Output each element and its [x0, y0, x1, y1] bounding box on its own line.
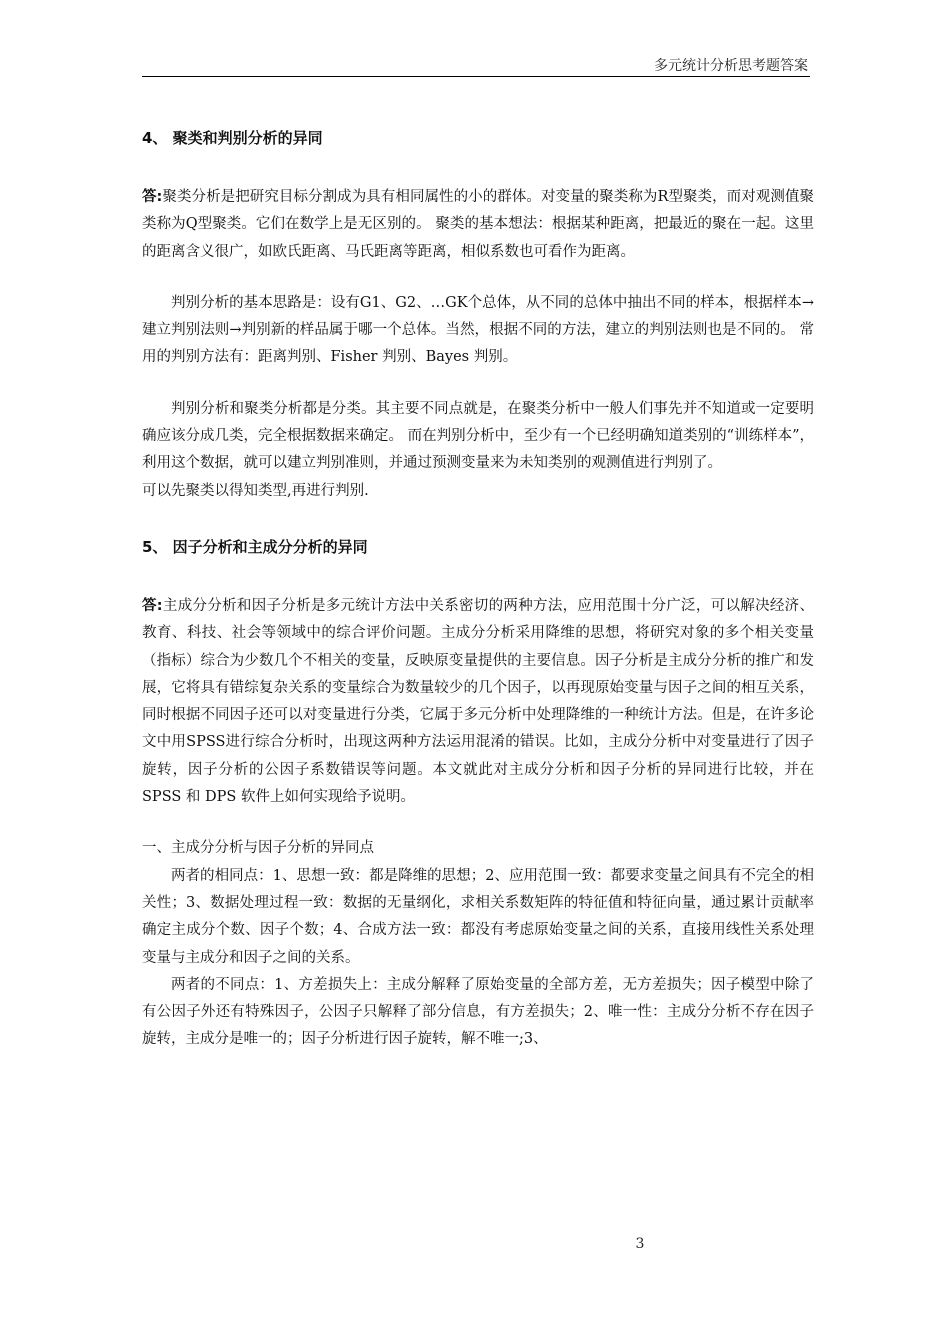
answer-label: 答:: [142, 189, 163, 205]
section-5-subheading: 一、主成分分析与因子分析的异同点: [142, 840, 374, 857]
section-4-heading: 4、 聚类和判别分析的异同: [142, 129, 323, 147]
spacer: [142, 266, 814, 290]
section-4-paragraph-1: [142, 184, 814, 266]
spacer: [142, 505, 814, 535]
section-4-paragraph-3: 判别分析和聚类分析都是分类。其主要不同点就是，在聚类分析中一般人们事先并不知道或一定要明确应该分成几类，完全根据数据来确定。 而在判别分析中，至少有一个已经明确知道类别的“训练样本”，利用这个数据，就可以建立判别准则，并通过预测变量来为未知类别的观测值进行判别了。: [142, 400, 814, 472]
header-rule: [142, 76, 810, 77]
spacer: [142, 811, 814, 835]
section-4-paragraph-2: 判别分析的基本思路是：设有G1、G2、…GK个总体，从不同的总体中抽出不同的样本，根据样本→建立判别法则→判别新的样品属于哪一个总体。当然，根据不同的方法，建立的判别法则也是不同的。 常用的判别方法有：距离判别、Fisher 判别、Bayes 判别。: [142, 294, 814, 366]
section-5-paragraph-3: 两者的不同点：1、方差损失上：主成分解释了原始变量的全部方差，无方差损失；因子模型中除了有公因子外还有特殊因子，公因子只解释了部分信息，有方差损失；2、唯一性：主成分分析不存在因子旋转，主成分是唯一的；因子分析进行因子旋转，解不唯一;3、: [142, 976, 814, 1048]
page-number: 3: [635, 1236, 645, 1252]
section-5-paragraph-1: [142, 593, 814, 811]
answer-label: 答:: [142, 597, 163, 614]
section-5-paragraph-1-text: 主成分分析和因子分析是多元统计方法中关系密切的两种方法，应用范围十分广泛，可以解决经济、教育、科技、社会等领域中的综合评价问题。主成分分析采用降维的思想，将研究对象的多个相关变量（指标）综合为少数几个不相关的变量，反映原变量提供的主要信息。因子分析是主成分分析的推广和发展，它将具有错综复杂关系的变量综合为数量较少的几个因子，以再现原始变量与因子之间的相互关系，同时根据不同因子还可以对变量进行分类，它属于多元分析中处理降维的一种统计方法。但是，在许多论文中用SPSS进行综合分析时，出现这两种方法运用混淆的错误。比如，主成分分析中对变量进行了因子旋转，因子分析的公因子系数错误等问题。本文就此对主成分分析和因子分析的异同进行比较，并在SPSS 和 DPS 软件上如何实现给予说明。: [142, 597, 814, 806]
section-4-paragraph-4: 可以先聚类以得知类型,再进行判别.: [142, 482, 369, 499]
section-4-paragraph-1-text: 聚类分析是把研究目标分割成为具有相同属性的小的群体。对变量的聚类称为R型聚类，而对观测值聚类称为Q型聚类。它们在数学上是无区别的。 聚类的基本想法：根据某种距离，把最近的聚在一起。这里的距离含义很广，如欧氏距离、马氏距离等距离，相似系数也可看作为距离。: [142, 189, 814, 260]
section-5-heading: 5、 因子分析和主成分分析的异同: [142, 537, 368, 556]
running-header-title: 多元统计分析思考题答案: [654, 58, 808, 74]
section-5-paragraph-2: 两者的相同点：1、思想一致：都是降维的思想；2、应用范围一致：都要求变量之间具有不完全的相关性；3、数据处理过程一致：数据的无量纲化，求相关系数矩阵的特征值和特征向量，通过累计贡献率确定主成分个数、因子个数；4、合成方法一致：都没有考虑原始变量之间的关系，直接用线性关系处理变量与主成分和因子之间的关系。: [142, 867, 814, 966]
page-content: [142, 126, 814, 1054]
spacer: [142, 372, 814, 396]
